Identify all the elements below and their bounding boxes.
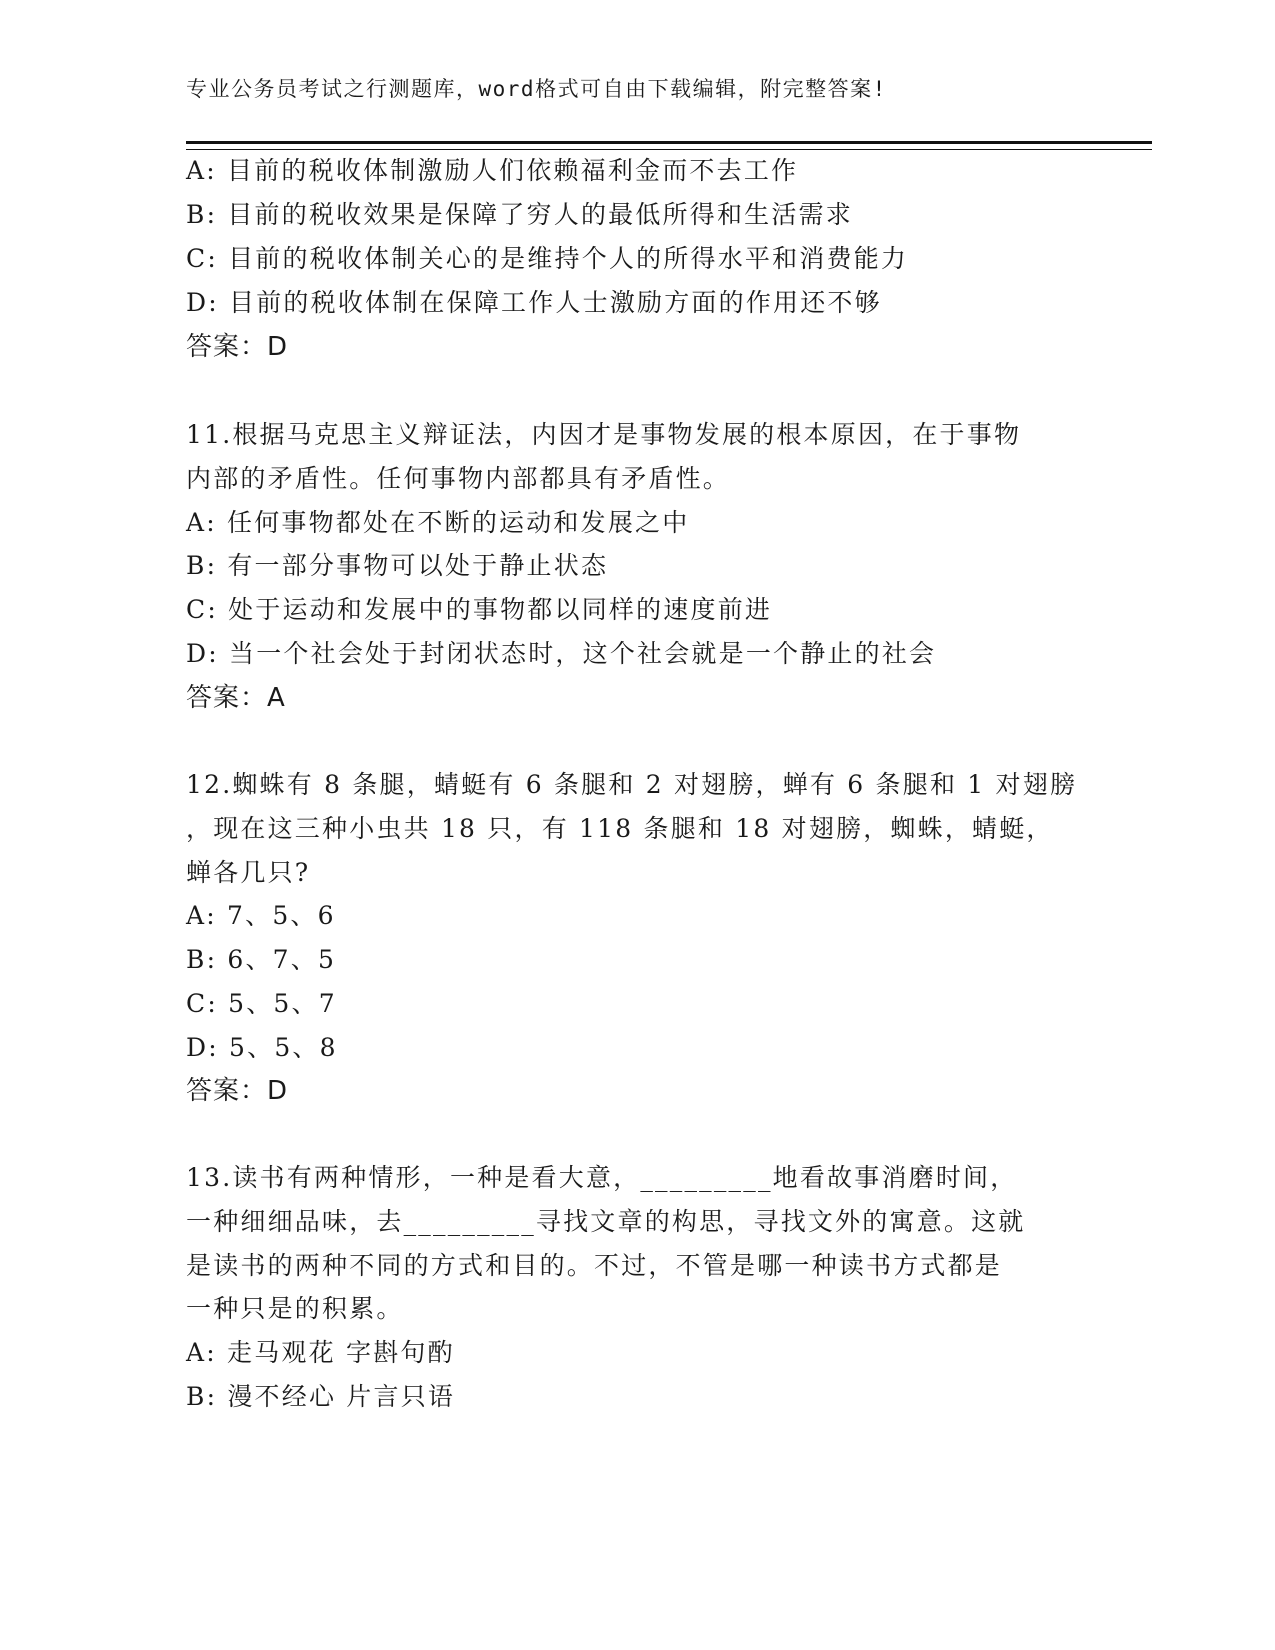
prev-option-b: B: 目前的税收效果是保障了穷人的最低所得和生活需求 bbox=[186, 200, 853, 229]
q11-stem-line-1: 11.根据马克思主义辩证法，内因才是事物发展的根本原因，在于事物 bbox=[186, 420, 1022, 449]
q12-stem-line-3: 蝉各几只? bbox=[186, 858, 311, 887]
q13-stem-line-4: 一种只是的积累。 bbox=[186, 1294, 404, 1323]
prev-option-a: A: 目前的税收体制激励人们依赖福利金而不去工作 bbox=[186, 156, 799, 185]
q11-option-b: B: 有一部分事物可以处于静止状态 bbox=[186, 551, 609, 580]
q11-answer: 答案：A bbox=[186, 683, 286, 713]
prev-option-c: C: 目前的税收体制关心的是维持个人的所得水平和消费能力 bbox=[186, 244, 909, 273]
q13-option-b: B: 漫不经心 片言只语 bbox=[186, 1382, 456, 1411]
q12-option-d: D: 5、5、8 bbox=[186, 1033, 338, 1062]
q13-stem-line-1: 13.读书有两种情形，一种是看大意，_________地看故事消磨时间， bbox=[186, 1163, 1018, 1192]
q12-stem-line-2: ，现在这三种小虫共 18 只，有 118 条腿和 18 对翅膀，蜘蛛，蜻蜓， bbox=[186, 814, 1054, 843]
q13-stem-line-2: 一种细细品味，去_________寻找文章的构思，寻找文外的寓意。这就 bbox=[186, 1207, 1026, 1236]
prev-option-d: D: 目前的税收体制在保障工作人士激励方面的作用还不够 bbox=[186, 288, 882, 317]
q12-option-b: B: 6、7、5 bbox=[186, 945, 337, 974]
header-rule-thin bbox=[186, 149, 1152, 150]
q12-stem-line-1: 12.蜘蛛有 8 条腿，蜻蜓有 6 条腿和 2 对翅膀，蝉有 6 条腿和 1 对翅膀 bbox=[186, 770, 1078, 799]
q11-stem-line-2: 内部的矛盾性。任何事物内部都具有矛盾性。 bbox=[186, 464, 731, 493]
q12-option-c: C: 5、5、7 bbox=[186, 989, 337, 1018]
q13-option-a: A: 走马观花 字斟句酌 bbox=[186, 1338, 455, 1367]
q12-option-a: A: 7、5、6 bbox=[186, 901, 336, 930]
q12-answer: 答案：D bbox=[186, 1076, 289, 1106]
page-header: 专业公务员考试之行测题库，word格式可自由下载编辑，附完整答案! bbox=[186, 77, 887, 101]
q11-option-d: D: 当一个社会处于封闭状态时，这个社会就是一个静止的社会 bbox=[186, 639, 937, 668]
q11-option-c: C: 处于运动和发展中的事物都以同样的速度前进 bbox=[186, 595, 773, 624]
q13-stem-line-3: 是读书的两种不同的方式和目的。不过，不管是哪一种读书方式都是 bbox=[186, 1251, 1003, 1280]
q11-option-a: A: 任何事物都处在不断的运动和发展之中 bbox=[186, 508, 690, 537]
header-rule-thick bbox=[186, 141, 1152, 144]
prev-answer: 答案：D bbox=[186, 332, 289, 362]
